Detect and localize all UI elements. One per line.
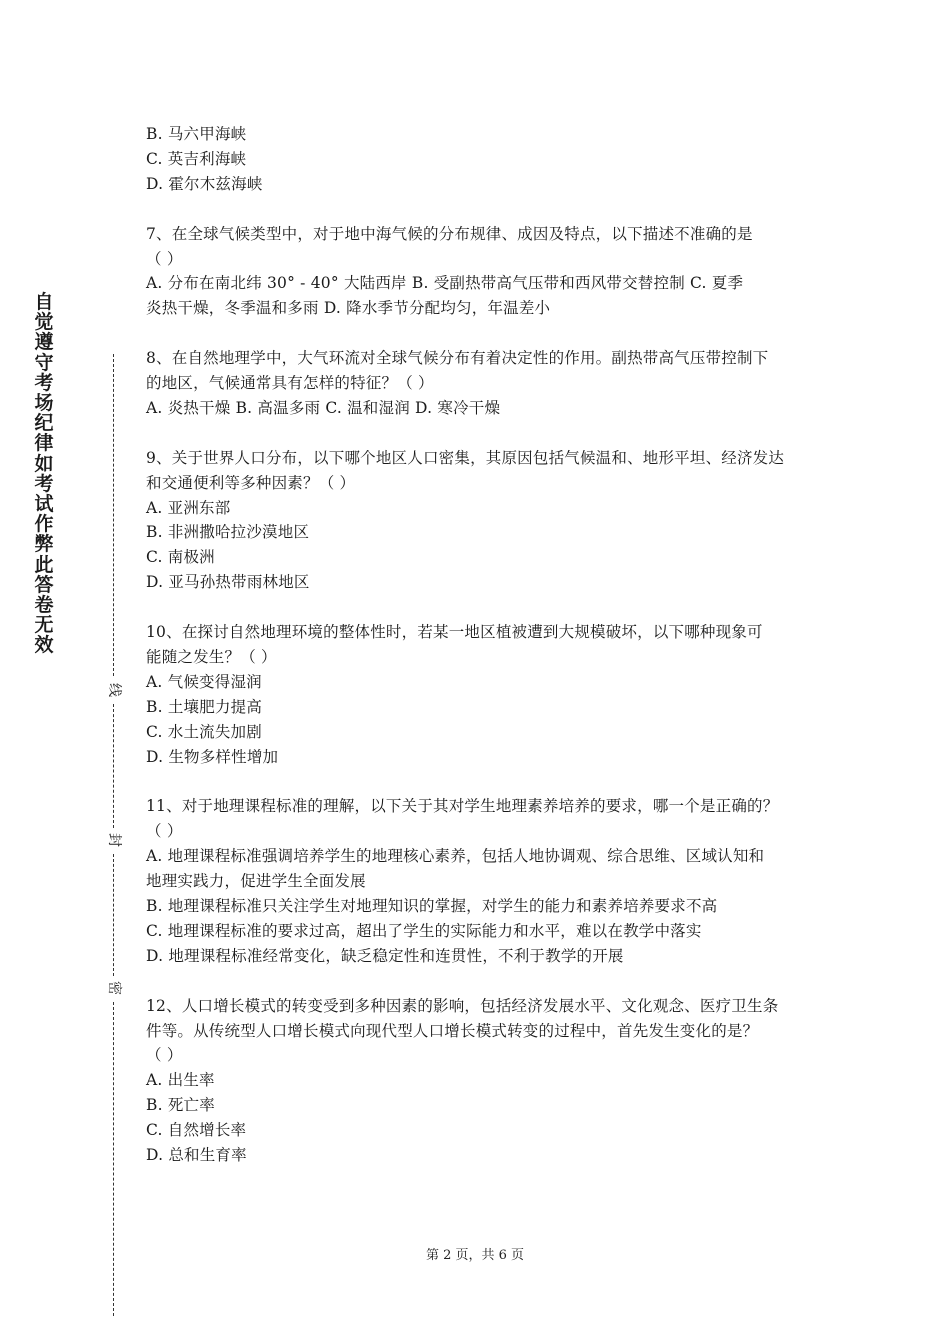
binding-dash-line — [113, 1002, 114, 1316]
side-notice-char: 遵 — [34, 331, 54, 354]
option-line: C. 地理课程标准的要求过高，超出了学生的实际能力和水平，难以在教学中落实 — [146, 921, 702, 940]
question-stem-line: 8、在自然地理学中，大气环流对全球气候分布有着决定性的作用。副热带高气压带控制下 — [146, 349, 769, 368]
option-line: A. 亚洲东部 — [146, 498, 231, 517]
option-line: D. 亚马孙热带雨林地区 — [146, 573, 310, 592]
option-line: C. 水土流失加剧 — [146, 722, 262, 741]
option-line: A. 气候变得湿润 — [146, 672, 262, 691]
side-notice-char: 效 — [34, 634, 54, 657]
question-content — [146, 122, 814, 1168]
question-stem-line: 和交通便利等多种因素？（ ） — [146, 473, 356, 492]
side-notice-char: 场 — [34, 392, 54, 415]
question-stem-line: （ ） — [146, 822, 183, 841]
side-notice-char: 弊 — [34, 533, 54, 556]
option-line: A. 出生率 — [146, 1071, 215, 1090]
option-line: 地理实践力，促进学生全面发展 — [146, 872, 366, 891]
option-line: D. 霍尔木兹海峡 — [146, 174, 263, 193]
side-notice-char: 律 — [34, 432, 54, 455]
spacer — [146, 321, 814, 346]
side-notice-char: 此 — [34, 553, 54, 576]
binding-mark-xian: 线 — [106, 683, 122, 697]
question-stem-line: 11、对于地理课程标准的理解，以下关于其对学生地理素养培养的要求，哪一个是正确的？ — [146, 797, 779, 816]
question-block — [146, 794, 814, 968]
option-line: B. 地理课程标准只关注学生对地理知识的掌握，对学生的能力和素养培养要求不高 — [146, 897, 718, 916]
side-notice-char: 无 — [34, 614, 54, 637]
side-notice-char: 如 — [34, 452, 54, 475]
question-block — [146, 446, 814, 595]
option-line: C. 英吉利海峡 — [146, 149, 247, 168]
binding-mark-feng: 封 — [106, 833, 122, 847]
question-stem-line: 件等。从传统型人口增长模式向现代型人口增长模式转变的过程中，首先发生变化的是？ — [146, 1021, 759, 1040]
option-line: B. 马六甲海峡 — [146, 125, 247, 143]
question-stem-line: 能随之发生？（ ） — [146, 647, 277, 666]
binding-mark-mi: 密 — [106, 981, 122, 995]
question-stem-line: 的地区，气候通常具有怎样的特征？（ ） — [146, 374, 434, 393]
side-notice-char: 卷 — [34, 594, 54, 617]
option-line: D. 总和生育率 — [146, 1146, 247, 1165]
side-notice-char: 考 — [34, 472, 54, 495]
page-footer: 第 2 页，共 6 页 — [425, 1248, 525, 1263]
spacer — [146, 969, 814, 994]
question-stem-line: （ ） — [146, 249, 183, 268]
question-block — [146, 620, 814, 769]
option-line: A. 分布在南北纬 30° - 40° 大陆西岸 B. 受副热带高气压带和西风带交替控制 C. 夏季 — [146, 274, 744, 293]
option-line: D. 地理课程标准经常变化，缺乏稳定性和连贯性，不利于教学的开展 — [146, 946, 624, 965]
spacer — [146, 421, 814, 446]
option-line: C. 自然增长率 — [146, 1121, 247, 1140]
side-notice-char: 答 — [34, 573, 54, 596]
option-line: B. 土壤肥力提高 — [146, 697, 263, 716]
side-notice — [32, 292, 56, 656]
side-notice-char: 纪 — [34, 412, 54, 435]
question-block — [146, 222, 814, 322]
question-stem-line: 7、在全球气候类型中，对于地中海气候的分布规律、成因及特点，以下描述不准确的是 — [146, 224, 753, 243]
question-stem-line: 10、在探讨自然地理环境的整体性时，若某一地区植被遭到大规模破坏，以下哪种现象可 — [146, 623, 763, 642]
spacer — [146, 595, 814, 620]
question-stem-line: 9、关于世界人口分布，以下哪个地区人口密集，其原因包括气候温和、地形平坦、经济发达 — [146, 448, 785, 467]
spacer — [146, 197, 814, 222]
option-line: A. 地理课程标准强调培养学生的地理核心素养，包括人地协调观、综合思维、区域认知和 — [146, 847, 765, 866]
option-line: 炎热干燥，冬季温和多雨 D. 降水季节分配均匀，年温差小 — [146, 299, 551, 318]
question-block — [146, 346, 814, 421]
binding-dash-line — [113, 854, 114, 976]
question-stem-line: （ ） — [146, 1046, 183, 1065]
option-line: C. 南极洲 — [146, 548, 215, 567]
side-notice-char: 自 — [34, 291, 54, 313]
binding-dash-line — [113, 704, 114, 828]
question-block — [146, 994, 814, 1168]
binding-dash-line — [113, 354, 114, 676]
side-notice-char: 守 — [34, 351, 54, 374]
option-line: A. 炎热干燥 B. 高温多雨 C. 温和湿润 D. 寒冷干燥 — [146, 398, 501, 417]
side-notice-char: 作 — [34, 513, 54, 536]
side-notice-char: 考 — [34, 371, 54, 394]
question-stem-line: 12、人口增长模式的转变受到多种因素的影响，包括经济发展水平、文化观念、医疗卫生条 — [146, 996, 779, 1015]
side-notice-char: 觉 — [34, 311, 54, 334]
option-line: B. 死亡率 — [146, 1096, 215, 1115]
side-notice-char: 试 — [34, 493, 54, 516]
option-line: D. 生物多样性增加 — [146, 747, 279, 766]
option-line: B. 非洲撒哈拉沙漠地区 — [146, 523, 310, 542]
spacer — [146, 770, 814, 795]
